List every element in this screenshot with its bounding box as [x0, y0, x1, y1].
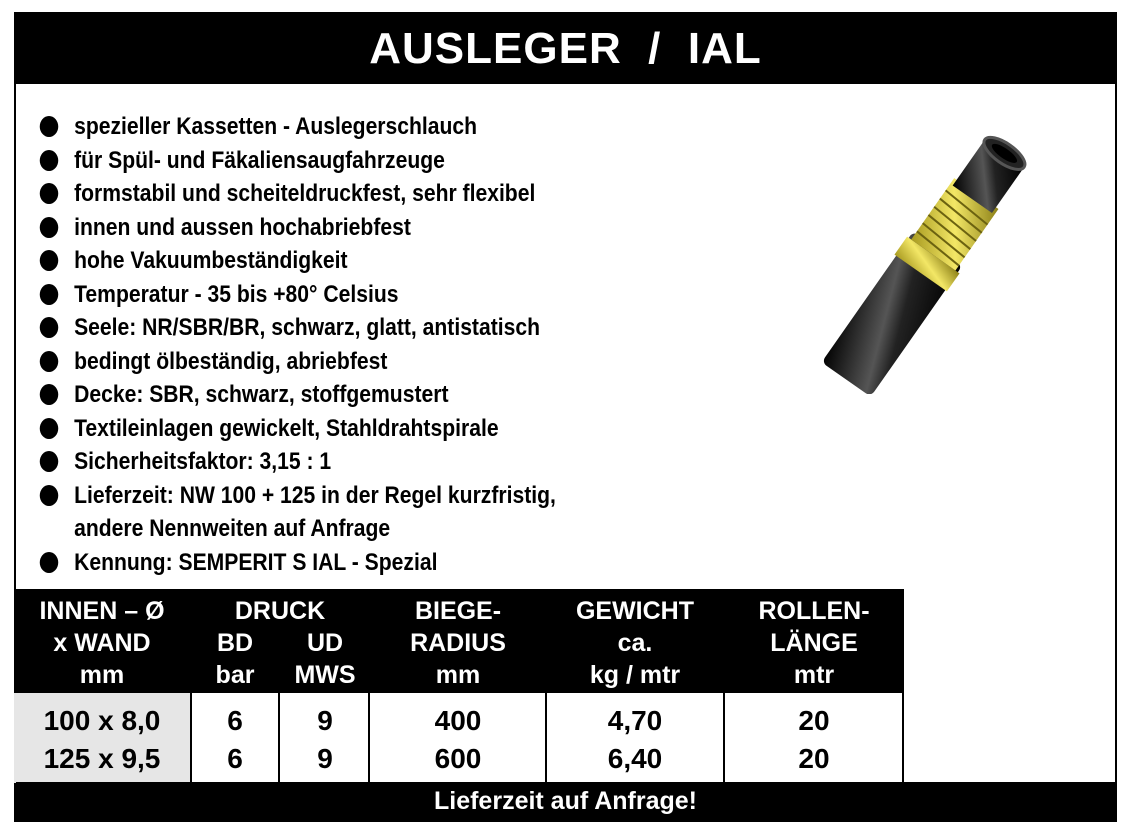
cell-bd: 6 [227, 705, 243, 736]
cell-radius: 600 [434, 743, 482, 774]
feature-line: formstabil und scheiteldruckfest, sehr flexibel [74, 180, 536, 207]
bullet-icon [40, 351, 58, 372]
feature-item [38, 211, 556, 245]
feature-text [74, 177, 535, 211]
header-inner-diameter: INNEN – Ø x WAND mm [39, 597, 165, 689]
header-bd: BD bar [215, 629, 255, 689]
hose-image [796, 134, 1058, 394]
header-ud: UD MWS [294, 629, 356, 689]
feature-item [38, 479, 556, 546]
feature-item [38, 311, 556, 345]
table-row [14, 705, 904, 743]
feature-text [74, 378, 448, 412]
footer-note: Lieferzeit auf Anfrage! [16, 782, 1115, 820]
feature-line: innen und aussen hochabriebfest [74, 213, 411, 241]
bullet-icon [40, 418, 58, 439]
feature-line: bedingt ölbeständig, abriebfest [74, 347, 388, 375]
cell-radius: 400 [434, 705, 482, 736]
feature-text [74, 144, 445, 178]
bullet-icon [40, 451, 58, 472]
feature-item [38, 177, 556, 211]
feature-text [74, 412, 498, 446]
bullet-icon [40, 284, 58, 305]
table-header [14, 589, 904, 693]
specs-table [14, 589, 904, 774]
feature-item [38, 378, 556, 412]
cell-weight: 4,70 [607, 705, 663, 736]
cell-size: 125 x 9,5 [43, 743, 161, 774]
product-sheet [14, 12, 1117, 822]
bullet-icon [40, 150, 58, 171]
feature-list [38, 110, 627, 579]
feature-text [74, 546, 437, 580]
cell-length: 20 [798, 743, 830, 774]
feature-text [74, 445, 331, 479]
feature-line: hohe Vakuumbeständigkeit [74, 247, 348, 274]
bullet-icon [40, 384, 58, 405]
cell-weight: 6,40 [607, 743, 663, 774]
header-weight: GEWICHT ca. kg / mtr [575, 597, 695, 689]
feature-text [74, 278, 398, 312]
header-bend-radius: BIEGE- RADIUS mm [410, 597, 506, 689]
bullet-icon [40, 317, 58, 338]
cell-length: 20 [798, 705, 830, 736]
feature-item [38, 278, 556, 312]
feature-line: Seele: NR/SBR/BR, schwarz, glatt, antistatisch [74, 314, 541, 341]
feature-line: für Spül- und Fäkaliensaugfahrzeuge [74, 146, 445, 174]
feature-item [38, 345, 556, 379]
bullet-icon [40, 116, 58, 137]
feature-line: Lieferzeit: NW 100 + 125 in der Regel kurzfristig, [74, 481, 556, 509]
page-title: AUSLEGER / IAL [16, 14, 1115, 84]
bullet-icon [40, 552, 58, 573]
bullet-icon [40, 217, 58, 238]
feature-line: Sicherheitsfaktor: 3,15 : 1 [74, 448, 332, 475]
feature-item [38, 445, 556, 479]
feature-text [74, 311, 540, 345]
feature-item [38, 144, 556, 178]
feature-item [38, 244, 556, 278]
feature-line: andere Nennweiten auf Anfrage [74, 515, 391, 542]
bullet-icon [40, 183, 58, 204]
feature-text [74, 479, 556, 546]
cell-size: 100 x 8,0 [43, 705, 161, 736]
cell-ud: 9 [317, 743, 333, 774]
header-roll-length: ROLLEN- LÄNGE mtr [758, 597, 870, 689]
feature-item [38, 412, 556, 446]
bullet-icon [40, 250, 58, 271]
header-pressure: DRUCK [234, 597, 326, 625]
cell-ud: 9 [317, 705, 333, 736]
feature-line: Decke: SBR, schwarz, stoffgemustert [74, 381, 449, 408]
feature-line: spezieller Kassetten - Auslegerschlauch [74, 113, 478, 140]
feature-text [74, 345, 387, 379]
bullet-icon [40, 485, 58, 506]
feature-text [74, 110, 477, 144]
feature-item [38, 110, 556, 144]
cell-bd: 6 [227, 743, 243, 774]
feature-line: Textileinlagen gewickelt, Stahldrahtspirale [74, 414, 499, 442]
feature-line: Temperatur - 35 bis +80° Celsius [74, 280, 399, 308]
feature-text [74, 244, 347, 278]
feature-line: Kennung: SEMPERIT S IAL - Spezial [74, 548, 438, 576]
table-row [14, 743, 904, 781]
feature-text [74, 211, 411, 245]
feature-item [38, 546, 556, 580]
